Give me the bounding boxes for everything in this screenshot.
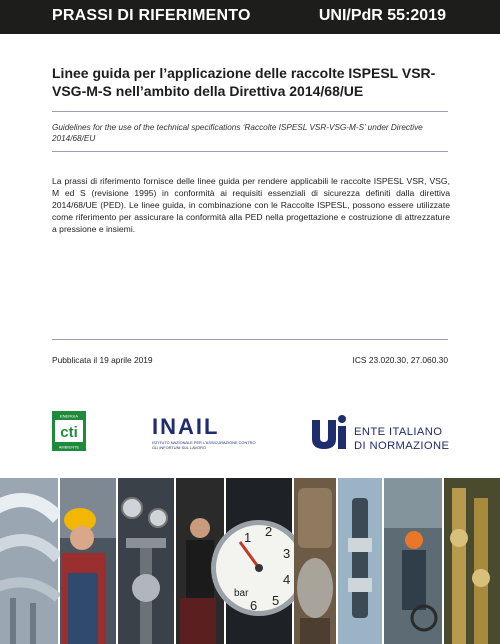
photo-pressure-gauge	[211, 478, 307, 644]
photo-tanks	[294, 478, 336, 644]
gauge-tick-5: 5	[272, 593, 280, 608]
uni-logo-line2: DI NORMAZIONE	[354, 440, 450, 452]
cti-logo-caption-top: ENERGIA	[59, 413, 79, 419]
inail-logo-subtitle: ISTITUTO NAZIONALE PER L’ASSICURAZIONE CONTRO GLI INFORTUNI SUL LAVORO	[152, 440, 256, 450]
cover-header-bar	[0, 0, 500, 34]
document-title: Linee guida per l’applicazione delle raccolte ISPESL VSR-VSG-M-S nell’ambito della Direttiva 2014/68/UE	[52, 65, 436, 99]
divider-bottom	[52, 339, 448, 340]
series-label: PRASSI DI RIFERIMENTO	[52, 7, 251, 24]
industrial-photo-strip	[0, 478, 500, 644]
gauge-tick-3: 3	[283, 546, 291, 561]
ics-codes: ICS 23.020.30, 27.060.30	[352, 355, 448, 365]
gauge-unit-label: bar	[234, 588, 249, 599]
document-code: UNI/PdR 55:2019	[318, 7, 446, 24]
gauge-tick-2: 2	[265, 524, 273, 539]
divider-top	[52, 111, 448, 112]
photo-sensor-probe	[338, 478, 382, 644]
gauge-tick-4: 4	[283, 572, 291, 587]
uni-logo-line1: ENTE ITALIANO	[354, 426, 443, 438]
photo-valves	[118, 478, 174, 644]
publication-date: Pubblicata il 19 aprile 2019	[52, 355, 153, 365]
uni-logo-mark	[310, 412, 350, 450]
english-subtitle: Guidelines for the use of the technical specifications ‘Raccolte ISPESL VSR-VSG-M-S’ under Directive 2014/68/EU	[52, 123, 423, 143]
cti-logo-text: cti	[60, 424, 78, 441]
gauge-tick-6: 6	[250, 598, 258, 613]
uni-logo	[310, 410, 450, 454]
gauge-tick-1: 1	[244, 530, 252, 545]
divider-mid	[52, 151, 448, 152]
inail-logo	[152, 414, 256, 454]
abstract-paragraph: La prassi di riferimento fornisce delle linee guida per rendere applicabili le raccolte ISPESL VSR, VSG, M ed S (revisione 1995) in conformità ai requisiti essenziali di sicurezza definiti dalla direttiva 2014/68/UE (PED). Le linee guida, in combinazione con le Raccolte ISPESL, possono essere utilizzate come riferimento per assicurare la conformità alla PED nella progettazione e costruzione di attrezzature a pressione e insiemi.	[52, 176, 450, 234]
cti-logo	[52, 411, 86, 451]
photo-brass-valves	[444, 478, 500, 644]
cti-logo-caption-bottom: AMBIENTE	[58, 444, 80, 450]
photo-worker-helmet	[60, 478, 116, 644]
photo-pipes	[0, 478, 58, 644]
photo-factory-worker	[384, 478, 442, 644]
inail-logo-word: INAIL	[152, 414, 220, 439]
